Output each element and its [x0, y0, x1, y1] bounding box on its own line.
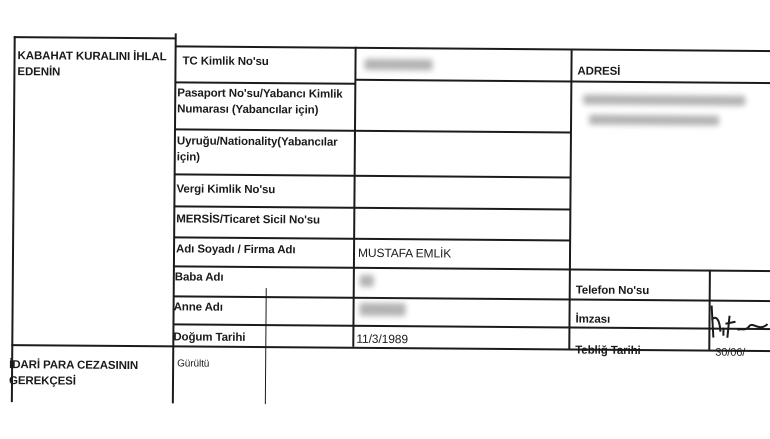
- table-rule: [568, 48, 572, 348]
- father-value-redacted: [360, 275, 374, 287]
- name-label: Adı Soyadı / Firma Adı: [175, 243, 296, 257]
- offender-section-label: KABAHAT KURALINI İHLAL EDENİN: [17, 50, 167, 79]
- father-label: Baba Adı: [174, 271, 224, 284]
- passport-label: Pasaport No'su/Yabancı Kimlik Numarası (Yabancılar için): [177, 87, 343, 117]
- notify-label: Tebliğ Tarihi: [575, 344, 641, 358]
- penalty-reason-value: Gürültü: [177, 358, 210, 370]
- nationality-label: Uyruğu/Nationality(Yabancılar için): [176, 135, 338, 164]
- table-rule: [14, 36, 176, 39]
- phone-label: Telefon No'su: [575, 284, 650, 298]
- address-label: ADRESİ: [577, 65, 621, 78]
- tax-label: Vergi Kimlik No'su: [176, 183, 276, 197]
- table-rule: [174, 236, 570, 241]
- address-value-redacted: [589, 115, 719, 126]
- table-rule: [174, 205, 570, 210]
- table-rule: [11, 36, 16, 402]
- table-rule: [175, 81, 355, 84]
- name-value: MUSTAFA EMLİK: [357, 245, 452, 261]
- birth-value: 11/3/1989: [356, 331, 409, 347]
- table-rule: [355, 79, 770, 84]
- signature-scribble: [709, 302, 769, 342]
- table-rule: [175, 173, 571, 178]
- tc-value-redacted: [364, 59, 432, 71]
- mother-label: Anne Adı: [173, 301, 223, 314]
- birth-label: Doğum Tarihi: [173, 331, 246, 344]
- mersis-label: MERSİS/Ticaret Sicil No'su: [176, 213, 321, 227]
- table-rule: [174, 265, 770, 272]
- table-rule: [174, 295, 770, 302]
- table-rule: [175, 128, 571, 133]
- signature-label: İmzası: [575, 313, 611, 326]
- address-value-redacted: [583, 95, 745, 106]
- notify-value: 30/06/: [715, 346, 746, 359]
- mother-value-redacted: [360, 303, 406, 316]
- table-rule: [173, 323, 770, 330]
- table-rule: [176, 45, 770, 52]
- penalty-reason-label: İDARİ PARA CEZASININ GEREKÇESİ: [8, 359, 139, 388]
- tc-label: TC Kimlik No'su: [182, 55, 269, 69]
